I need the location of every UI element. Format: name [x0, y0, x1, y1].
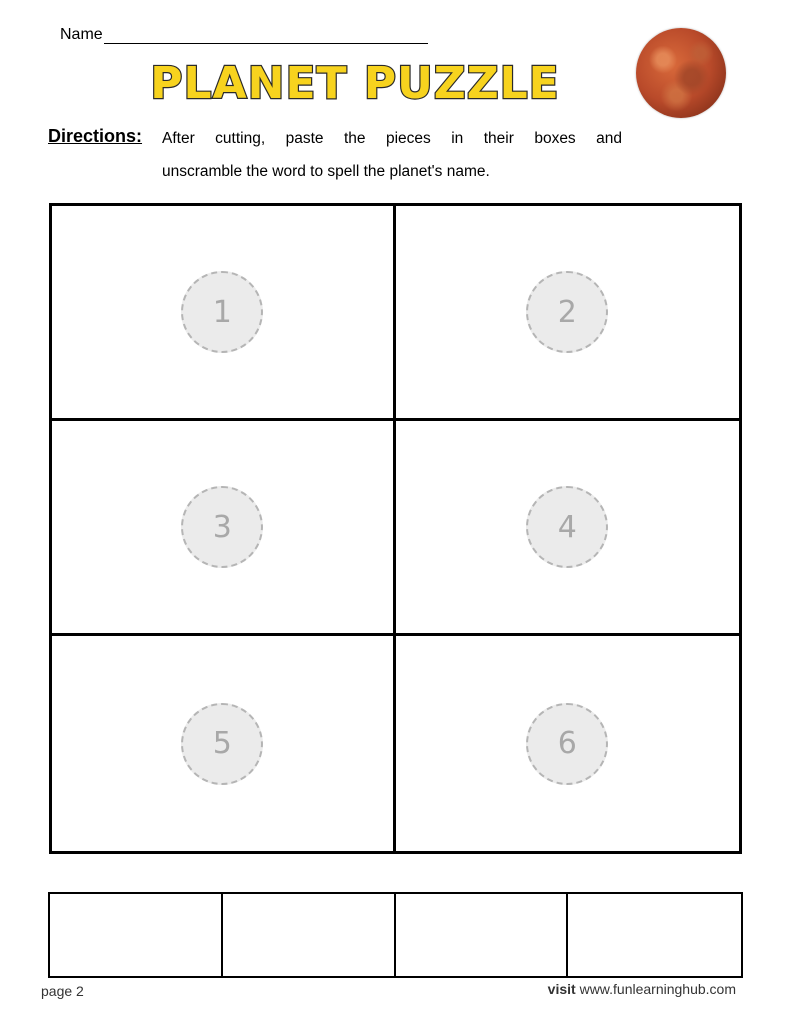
page-number: page 2 — [41, 983, 84, 999]
puzzle-box-5[interactable] — [52, 636, 396, 851]
number-circle: 1 — [181, 271, 263, 353]
number-circle: 5 — [181, 703, 263, 785]
puzzle-box-2[interactable] — [396, 206, 740, 421]
answer-box-1[interactable] — [50, 894, 223, 976]
number-circle: 6 — [526, 703, 608, 785]
answer-box-4[interactable] — [568, 894, 741, 976]
visit-label: visit — [547, 981, 576, 997]
answer-box-2[interactable] — [223, 894, 396, 976]
footer-website — [548, 981, 736, 997]
directions-text-line-1: After cutting, paste the pieces in their boxes and — [162, 130, 622, 147]
name-label: Name — [60, 26, 103, 43]
title-text: PLANET PUZZLE — [150, 58, 560, 109]
number-circle: 4 — [526, 486, 608, 568]
name-field[interactable] — [60, 26, 428, 44]
name-line[interactable] — [104, 27, 428, 44]
planet-image — [636, 28, 726, 118]
directions-label: Directions: — [48, 126, 143, 146]
puzzle-box-1[interactable] — [52, 206, 396, 421]
website-url[interactable]: www.funlearninghub.com — [579, 981, 736, 997]
number-circle: 3 — [181, 486, 263, 568]
puzzle-box-4[interactable] — [396, 421, 740, 636]
puzzle-box-6[interactable] — [396, 636, 740, 851]
number-circle: 2 — [526, 271, 608, 353]
page-title — [0, 58, 710, 109]
answer-box-3[interactable] — [396, 894, 569, 976]
puzzle-grid — [49, 203, 742, 854]
directions-text-line-2: unscramble the word to spell the planet's name. — [162, 163, 490, 180]
puzzle-box-3[interactable] — [52, 421, 396, 636]
answer-boxes — [48, 892, 743, 978]
